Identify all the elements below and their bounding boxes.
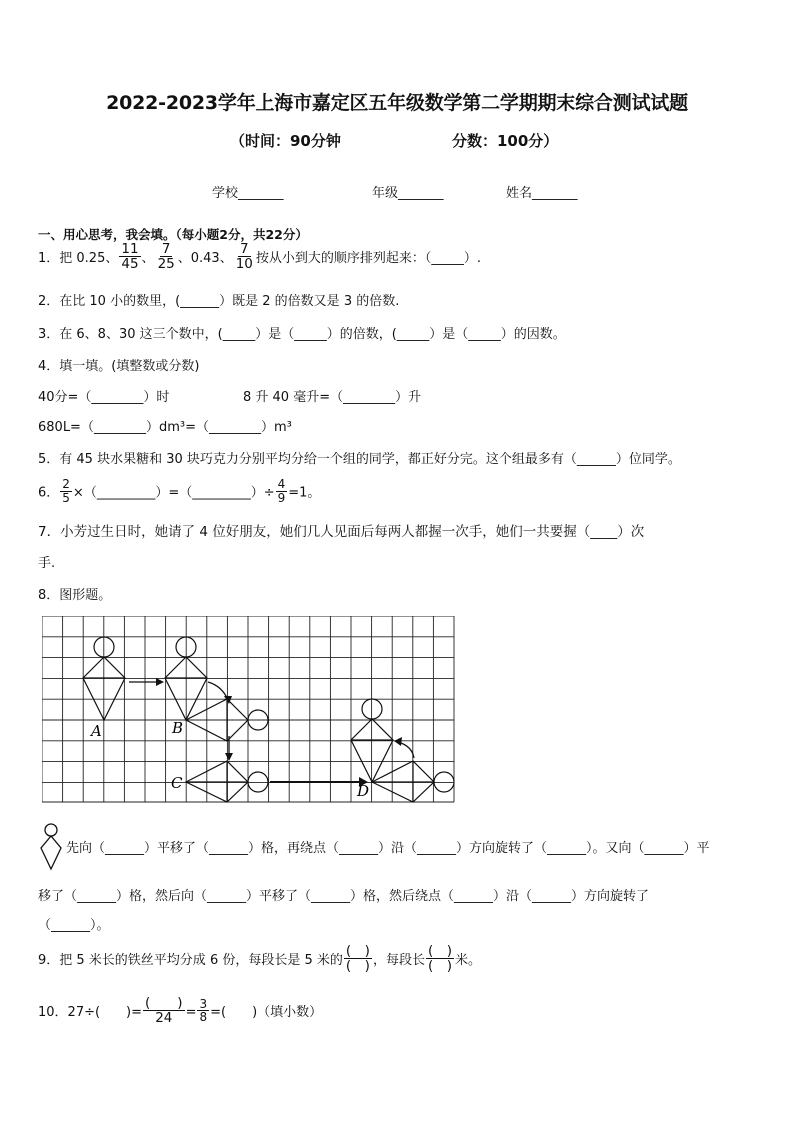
transformation-grid xyxy=(42,616,456,804)
denominator: 8 xyxy=(199,1010,208,1025)
separator: 、 xyxy=(141,251,155,267)
q9-mid: ，每段长 xyxy=(372,953,425,969)
numerator: ( ) xyxy=(345,943,370,959)
numerator: ( ) xyxy=(427,943,452,959)
numerator: ( ) xyxy=(145,995,183,1011)
fraction xyxy=(119,242,140,271)
denominator: 5 xyxy=(62,490,70,505)
q1-mid: 、0.43、 xyxy=(177,251,233,267)
school-field: 学校_______ xyxy=(212,186,284,201)
denominator: 45 xyxy=(121,256,139,273)
label-a: A xyxy=(91,722,102,740)
exam-score: 分数：100分） xyxy=(452,132,559,150)
label-c: C xyxy=(171,774,183,792)
figure-c xyxy=(186,761,268,802)
q1-prefix: 1．把 0.25、 xyxy=(38,251,119,267)
question-4c: 680L=（________）dm³=（________）m³ xyxy=(38,420,292,435)
question-5: 5．有 45 块水果糖和 30 块巧克力分别平均分给一个组的同学，都正好分完。这个组最多有（______）位同学。 xyxy=(38,452,681,467)
q9-prefix: 9．把 5 米长的铁丝平均分成 6 份，每段长是 5 米的 xyxy=(38,953,343,969)
grade-field: 年级_______ xyxy=(372,186,444,201)
numerator: 2 xyxy=(62,477,70,491)
label-d: D xyxy=(357,782,370,800)
question-6 xyxy=(38,477,321,506)
q1-suffix: 按从小到大的顺序排列起来：（_____）. xyxy=(255,251,482,267)
question-4a: 40分=（________）时 xyxy=(38,390,170,405)
fraction xyxy=(156,242,177,271)
fraction xyxy=(276,478,288,504)
denominator: 24 xyxy=(155,1010,173,1027)
question-8-text-3: （______）。 xyxy=(38,918,110,933)
label-b: B xyxy=(172,719,184,737)
name-field: 姓名_______ xyxy=(506,186,578,201)
page-title: 2022-2023学年上海市嘉定区五年级数学第二学期期末综合测试试题 xyxy=(106,92,688,114)
numerator: 3 xyxy=(199,996,208,1011)
q10-prefix: 10．27÷( )= xyxy=(38,1005,143,1021)
q9-suffix: 米。 xyxy=(455,953,482,969)
question-8-text-1: 先向（______）平移了（______）格，再绕点（______）沿（______）方向旋转了（______）。又向（______）平 xyxy=(66,841,710,856)
fraction xyxy=(426,944,454,973)
exam-time: （时间：90分钟 xyxy=(230,132,341,150)
question-8: 8．图形题。 xyxy=(38,588,112,603)
numerator: 11 xyxy=(121,241,139,257)
numerator: 7 xyxy=(161,241,171,257)
fraction xyxy=(197,998,209,1024)
fraction xyxy=(60,478,72,504)
question-4b: 8 升 40 毫升=（________）升 xyxy=(243,390,422,405)
kite-figure-icon xyxy=(38,822,64,872)
q6-mid: ×（_________）=（_________）÷ xyxy=(72,485,275,501)
question-9 xyxy=(38,943,482,975)
fraction xyxy=(143,996,185,1025)
question-1 xyxy=(38,241,482,273)
denominator: 9 xyxy=(277,490,286,505)
question-2: 2．在比 10 小的数里，(______）既是 2 的倍数又是 3 的倍数. xyxy=(38,294,400,309)
q10-suffix: =( )（填小数） xyxy=(210,1005,323,1021)
question-8-text-2: 移了（______）格，然后向（______）平移了（______）格，然后绕点（______）沿（______）方向旋转了 xyxy=(38,889,650,904)
fraction xyxy=(344,944,372,973)
question-7-cont: 手. xyxy=(38,556,56,571)
question-3: 3．在 6、8、30 这三个数中，(_____）是（_____）的倍数，(_____）是（_____）的因数。 xyxy=(38,327,566,342)
q6-suffix: =1。 xyxy=(288,485,321,501)
q6-prefix: 6． xyxy=(38,485,60,501)
question-4: 4．填一填。(填整数或分数) xyxy=(38,359,200,374)
section-heading: 一、用心思考，我会填。（每小题2分，共22分） xyxy=(38,227,308,242)
numerator: 4 xyxy=(277,477,286,491)
denominator: 25 xyxy=(157,256,175,273)
question-7: 7．小芳过生日时，她请了 4 位好朋友，她们几人见面后每两人都握一次手，她们一共要握（____）次 xyxy=(38,524,645,540)
question-10 xyxy=(38,995,323,1027)
denominator: ( ) xyxy=(345,958,370,975)
grid-lines xyxy=(42,616,454,802)
q10-mid: = xyxy=(185,1005,197,1021)
denominator: 10 xyxy=(235,256,253,273)
denominator: ( ) xyxy=(427,958,452,975)
fraction xyxy=(234,242,255,271)
numerator: 7 xyxy=(240,241,249,257)
